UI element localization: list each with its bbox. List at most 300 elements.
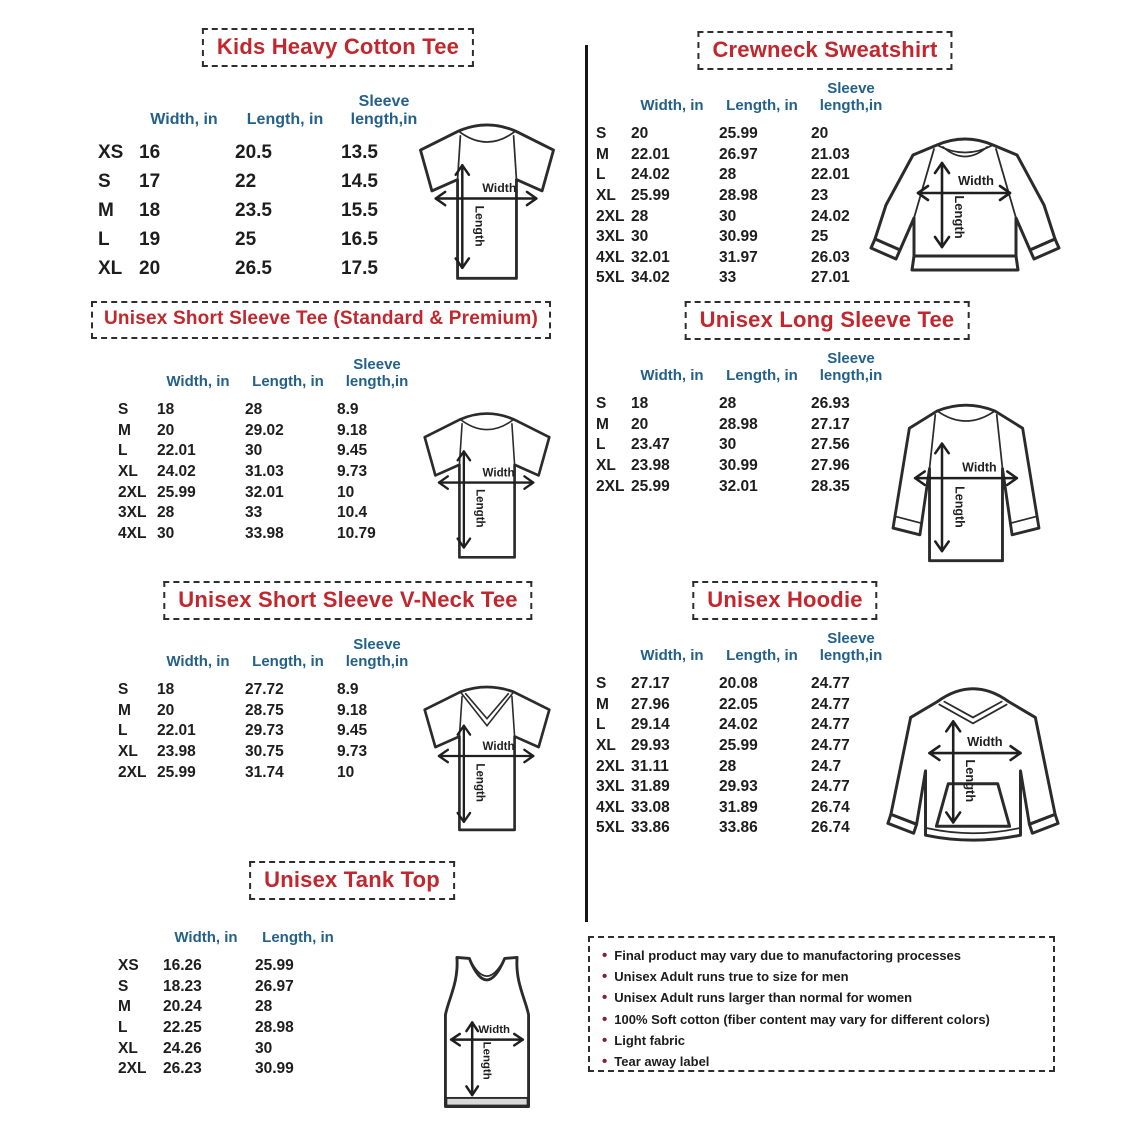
cell-value: 8.9 — [337, 681, 359, 699]
table-row — [590, 435, 894, 456]
size-label: XL — [596, 187, 616, 205]
column-header: Width, in — [174, 929, 238, 947]
note-text: Final product may vary due to manufactoring processes — [614, 948, 962, 963]
size-label: S — [118, 977, 129, 995]
cell-value: 25.99 — [157, 483, 196, 501]
column-header: Width, in — [150, 111, 218, 129]
table-row — [590, 476, 894, 497]
cell-value: 23.98 — [157, 743, 196, 761]
size-label: S — [596, 675, 607, 693]
cell-value: 15.5 — [341, 199, 378, 221]
cell-value: 20 — [139, 257, 161, 279]
size-table — [112, 628, 420, 783]
table-row — [112, 742, 420, 763]
table-row — [112, 956, 344, 977]
cell-value: 28.35 — [811, 477, 850, 495]
corner-cell — [112, 391, 154, 400]
cell-value: 32.01 — [631, 248, 670, 266]
length-label: Length — [963, 759, 979, 803]
cell-value: 28.75 — [245, 701, 284, 719]
size-label: XL — [118, 1039, 138, 1057]
corner-cell — [112, 947, 160, 956]
cell-value: 30 — [157, 524, 175, 542]
length-label: Length — [472, 205, 487, 247]
cell-value: 31.89 — [631, 778, 670, 796]
corner-cell — [590, 115, 628, 124]
size-label: 2XL — [596, 207, 625, 225]
cell-value: 9.18 — [337, 701, 368, 719]
cell-value: 33.86 — [631, 819, 670, 837]
column-header: Width, in — [166, 373, 230, 391]
column-header: Sleeve length,in — [819, 630, 883, 665]
note-item — [602, 1053, 1041, 1074]
tshirt-illustration — [392, 106, 582, 292]
header-row — [590, 628, 894, 674]
corner-cell — [92, 129, 136, 138]
cell-value: 26.93 — [811, 395, 850, 413]
cell-value: 24.77 — [811, 737, 850, 755]
table-row — [590, 798, 894, 819]
cell-value: 9.73 — [337, 463, 368, 481]
cell-value: 20.08 — [719, 675, 758, 693]
panel-title: Unisex Tank Top — [249, 861, 455, 900]
table-row — [112, 441, 420, 462]
corner-cell — [590, 665, 628, 674]
tank-top-illustration — [422, 946, 552, 1118]
column-header: Sleeve length,in — [819, 350, 883, 385]
cell-value: 22.01 — [811, 166, 850, 184]
cell-value: 17 — [139, 170, 161, 192]
panel-title: Unisex Long Sleeve Tee — [685, 301, 970, 340]
cell-value: 17.5 — [341, 257, 378, 279]
column-header: Width, in — [640, 97, 704, 115]
table-row — [590, 415, 894, 436]
cell-value: 33.86 — [719, 819, 758, 837]
table-row — [92, 167, 430, 196]
cell-value: 26.97 — [719, 145, 758, 163]
cell-value: 28 — [255, 998, 273, 1016]
size-label: XS — [118, 957, 139, 975]
width-label: Width — [482, 467, 515, 480]
cell-value: 27.17 — [811, 415, 850, 433]
cell-value: 16 — [139, 141, 161, 163]
column-header: Length, in — [262, 929, 334, 947]
cell-value: 33 — [719, 269, 737, 287]
table-row — [590, 227, 894, 248]
column-header: Length, in — [252, 653, 324, 671]
table-row — [590, 674, 894, 695]
cell-value: 28.98 — [255, 1019, 294, 1037]
hoodie-illustration — [874, 666, 1072, 854]
bullet-icon: • — [602, 1052, 608, 1070]
size-label: 3XL — [596, 228, 625, 246]
table-row — [590, 268, 894, 289]
size-label: M — [596, 145, 609, 163]
size-table — [590, 78, 894, 289]
header-row — [92, 82, 430, 138]
size-label: L — [98, 228, 110, 250]
header-row — [590, 348, 894, 394]
cell-value: 21.03 — [811, 145, 850, 163]
cell-value: 34.02 — [631, 269, 670, 287]
table-row — [112, 997, 344, 1018]
cell-value: 33.98 — [245, 524, 284, 542]
cell-value: 25.99 — [719, 737, 758, 755]
cell-value: 10 — [337, 763, 355, 781]
column-header: Sleeve length,in — [345, 356, 409, 391]
column-header: Width, in — [640, 367, 704, 385]
cell-value: 24.26 — [163, 1039, 202, 1057]
table-row — [112, 400, 420, 421]
size-label: L — [118, 722, 128, 740]
size-table — [590, 348, 894, 497]
bullet-icon: • — [602, 989, 608, 1007]
table-row — [590, 715, 894, 736]
cell-value: 20 — [157, 421, 175, 439]
cell-value: 31.89 — [719, 798, 758, 816]
cell-value: 10.79 — [337, 524, 376, 542]
size-label: 2XL — [118, 763, 147, 781]
size-label: XL — [98, 257, 123, 279]
table-row — [112, 1059, 344, 1080]
column-header: Sleeve length,in — [345, 636, 409, 671]
column-header: Length, in — [726, 97, 798, 115]
column-header: Width, in — [640, 647, 704, 665]
size-label: S — [596, 395, 607, 413]
note-text: Tear away label — [614, 1053, 710, 1069]
cell-value: 29.14 — [631, 716, 670, 734]
tshirt-illustration — [398, 394, 576, 572]
table-row — [590, 165, 894, 186]
cell-value: 28.98 — [719, 187, 758, 205]
size-label: 3XL — [118, 504, 147, 522]
panel-title: Unisex Hoodie — [692, 581, 877, 620]
width-label: Width — [958, 173, 994, 188]
cell-value: 28.98 — [719, 415, 758, 433]
cell-value: 30 — [719, 436, 737, 454]
cell-value: 26.74 — [811, 819, 850, 837]
cell-value: 24.7 — [811, 757, 842, 775]
cell-value: 22.25 — [163, 1019, 202, 1037]
cell-value: 23.98 — [631, 457, 670, 475]
cell-value: 27.72 — [245, 681, 284, 699]
table-row — [112, 1018, 344, 1039]
size-label: 5XL — [596, 819, 625, 837]
cell-value: 32.01 — [719, 477, 758, 495]
length-label: Length — [952, 195, 967, 239]
header-row — [590, 78, 894, 124]
table-row — [590, 394, 894, 415]
note-text: 100% Soft cotton (fiber content may vary for different colors) — [614, 1011, 990, 1027]
column-header: Length, in — [726, 367, 798, 385]
cell-value: 9.45 — [337, 722, 368, 740]
column-header: Length, in — [726, 647, 798, 665]
cell-value: 22.01 — [157, 442, 196, 460]
table-row — [112, 462, 420, 483]
product-notes-box — [588, 936, 1055, 1072]
size-label: M — [118, 998, 131, 1016]
cell-value: 31.11 — [631, 757, 669, 775]
cell-value: 27.56 — [811, 436, 850, 454]
table-row — [590, 124, 894, 145]
column-header: Sleeve length,in — [350, 93, 418, 129]
cell-value: 24.77 — [811, 695, 850, 713]
size-label: 2XL — [118, 483, 147, 501]
size-label: M — [98, 199, 114, 221]
length-label: Length — [480, 1041, 493, 1080]
cell-value: 10.4 — [337, 504, 368, 522]
table-row — [112, 680, 420, 701]
size-label: 2XL — [596, 757, 625, 775]
cell-value: 27.01 — [811, 269, 850, 287]
table-row — [590, 206, 894, 227]
cell-value: 20 — [157, 701, 175, 719]
size-table — [590, 628, 894, 839]
size-label: 2XL — [118, 1060, 147, 1078]
cell-value: 33.08 — [631, 798, 670, 816]
cell-value: 29.73 — [245, 722, 284, 740]
width-label: Width — [967, 734, 1003, 750]
cell-value: 16.5 — [341, 228, 378, 250]
cell-value: 18 — [157, 401, 175, 419]
cell-value: 22.01 — [631, 145, 670, 163]
table-row — [112, 1038, 344, 1059]
header-row — [112, 912, 344, 956]
note-item — [602, 989, 1041, 1010]
size-label: S — [98, 170, 111, 192]
cell-value: 9.18 — [337, 421, 368, 439]
vneck-tee-illustration — [398, 666, 576, 846]
note-item — [602, 1011, 1041, 1032]
size-label: 4XL — [118, 524, 147, 542]
cell-value: 14.5 — [341, 170, 378, 192]
table-row — [112, 421, 420, 442]
cell-value: 23 — [811, 187, 829, 205]
cell-value: 29.93 — [631, 737, 670, 755]
table-row — [590, 777, 894, 798]
note-item — [602, 968, 1041, 989]
table-row — [92, 254, 430, 283]
cell-value: 24.02 — [157, 463, 196, 481]
size-label: L — [596, 436, 606, 454]
cell-value: 25.99 — [631, 477, 670, 495]
cell-value: 24.02 — [719, 716, 758, 734]
size-label: 4XL — [596, 248, 625, 266]
table-row — [112, 977, 344, 998]
cell-value: 25 — [811, 228, 829, 246]
cell-value: 25.99 — [631, 187, 670, 205]
table-row — [112, 721, 420, 742]
size-label: 3XL — [596, 778, 625, 796]
size-table — [112, 348, 420, 544]
note-item — [602, 1032, 1041, 1053]
note-text: Unisex Adult runs larger than normal for women — [614, 990, 913, 1006]
column-header: Length, in — [252, 373, 324, 391]
cell-value: 27.96 — [631, 695, 670, 713]
bullet-icon: • — [602, 1031, 608, 1049]
width-label: Width — [962, 460, 997, 475]
cell-value: 30.75 — [245, 743, 284, 761]
bullet-icon: • — [602, 968, 608, 986]
table-row — [590, 145, 894, 166]
width-label: Width — [482, 740, 515, 753]
cell-value: 32.01 — [245, 483, 284, 501]
panel-title: Unisex Short Sleeve V-Neck Tee — [163, 581, 532, 620]
cell-value: 30 — [631, 228, 649, 246]
cell-value: 26.03 — [811, 248, 850, 266]
cell-value: 28 — [157, 504, 175, 522]
table-row — [590, 695, 894, 716]
cell-value: 16.26 — [163, 957, 202, 975]
size-label: L — [596, 166, 606, 184]
column-divider-line — [585, 45, 588, 922]
cell-value: 26.23 — [163, 1060, 202, 1078]
size-label: XL — [596, 457, 616, 475]
cell-value: 24.02 — [811, 207, 850, 225]
cell-value: 20 — [631, 415, 649, 433]
panel-title: Kids Heavy Cotton Tee — [202, 28, 474, 67]
cell-value: 24.77 — [811, 716, 850, 734]
column-header: Length, in — [246, 111, 324, 129]
cell-value: 28 — [719, 757, 737, 775]
cell-value: 23.47 — [631, 436, 670, 454]
cell-value: 28 — [245, 401, 263, 419]
cell-value: 22.05 — [719, 695, 758, 713]
size-label: XS — [98, 141, 124, 163]
cell-value: 29.93 — [719, 778, 758, 796]
note-item — [602, 947, 1041, 968]
cell-value: 30 — [245, 442, 263, 460]
cell-value: 25 — [235, 228, 257, 250]
cell-value: 30 — [255, 1039, 273, 1057]
table-row — [590, 186, 894, 207]
table-row — [112, 503, 420, 524]
cell-value: 19 — [139, 228, 161, 250]
table-row — [92, 196, 430, 225]
size-table — [92, 82, 430, 283]
table-row — [112, 762, 420, 783]
cell-value: 23.5 — [235, 199, 272, 221]
cell-value: 30 — [719, 207, 737, 225]
cell-value: 26.97 — [255, 977, 294, 995]
cell-value: 24.77 — [811, 675, 850, 693]
size-label: M — [596, 415, 609, 433]
cell-value: 25.99 — [157, 763, 196, 781]
size-label: L — [596, 716, 606, 734]
cell-value: 20.24 — [163, 998, 202, 1016]
cell-value: 20.5 — [235, 141, 272, 163]
cell-value: 22 — [235, 170, 257, 192]
cell-value: 31.97 — [719, 248, 758, 266]
cell-value: 24.77 — [811, 778, 850, 796]
size-label: S — [118, 401, 129, 419]
table-row — [590, 736, 894, 757]
cell-value: 28 — [719, 166, 737, 184]
header-row — [112, 348, 420, 400]
table-row — [112, 701, 420, 722]
table-row — [590, 248, 894, 269]
cell-value: 24.02 — [631, 166, 670, 184]
size-label: L — [118, 442, 128, 460]
cell-value: 8.9 — [337, 401, 359, 419]
size-label: 2XL — [596, 477, 625, 495]
table-row — [590, 818, 894, 839]
cell-value: 31.03 — [245, 463, 284, 481]
panel-title: Crewneck Sweatshirt — [697, 31, 952, 70]
table-row — [590, 456, 894, 477]
sweatshirt-illustration — [858, 120, 1073, 282]
cell-value: 33 — [245, 504, 263, 522]
table-row — [92, 138, 430, 167]
panel-title: Unisex Short Sleeve Tee (Standard & Premium) — [91, 301, 551, 339]
cell-value: 30.99 — [719, 228, 758, 246]
column-header: Sleeve length,in — [819, 80, 883, 115]
cell-value: 18.23 — [163, 977, 202, 995]
size-label: M — [118, 421, 131, 439]
cell-value: 25.99 — [719, 125, 758, 143]
size-table — [112, 912, 344, 1080]
cell-value: 30.99 — [255, 1060, 294, 1078]
column-header: Width, in — [166, 653, 230, 671]
table-row — [590, 756, 894, 777]
cell-value: 28 — [631, 207, 649, 225]
size-label: M — [118, 701, 131, 719]
cell-value: 27.96 — [811, 457, 850, 475]
table-row — [112, 482, 420, 503]
cell-value: 29.02 — [245, 421, 284, 439]
length-label: Length — [473, 763, 486, 802]
size-label: S — [118, 681, 129, 699]
length-label: Length — [952, 486, 967, 528]
size-label: S — [596, 125, 607, 143]
size-label: M — [596, 695, 609, 713]
cell-value: 31.74 — [245, 763, 284, 781]
size-label: 5XL — [596, 269, 625, 287]
table-row — [92, 225, 430, 254]
cell-value: 9.45 — [337, 442, 368, 460]
cell-value: 9.73 — [337, 743, 368, 761]
cell-value: 20 — [811, 125, 829, 143]
note-text: Unisex Adult runs true to size for men — [614, 969, 849, 985]
corner-cell — [112, 671, 154, 680]
size-label: XL — [118, 463, 138, 481]
cell-value: 10 — [337, 483, 355, 501]
cell-value: 26.5 — [235, 257, 272, 279]
cell-value: 28 — [719, 395, 737, 413]
length-label: Length — [473, 489, 486, 528]
cell-value: 20 — [631, 125, 649, 143]
cell-value: 27.17 — [631, 675, 670, 693]
width-label: Width — [482, 180, 517, 195]
bullet-icon: • — [602, 947, 608, 964]
table-row — [112, 524, 420, 545]
header-row — [112, 628, 420, 680]
cell-value: 25.99 — [255, 957, 294, 975]
bullet-icon: • — [602, 1010, 608, 1028]
size-label: 4XL — [596, 798, 625, 816]
cell-value: 22.01 — [157, 722, 196, 740]
size-label: XL — [118, 743, 138, 761]
size-label: L — [118, 1019, 128, 1037]
note-text: Light fabric — [614, 1032, 686, 1048]
cell-value: 30.99 — [719, 457, 758, 475]
width-label: Width — [478, 1023, 511, 1036]
cell-value: 13.5 — [341, 141, 378, 163]
cell-value: 18 — [631, 395, 649, 413]
corner-cell — [590, 385, 628, 394]
cell-value: 18 — [139, 199, 161, 221]
cell-value: 18 — [157, 681, 175, 699]
